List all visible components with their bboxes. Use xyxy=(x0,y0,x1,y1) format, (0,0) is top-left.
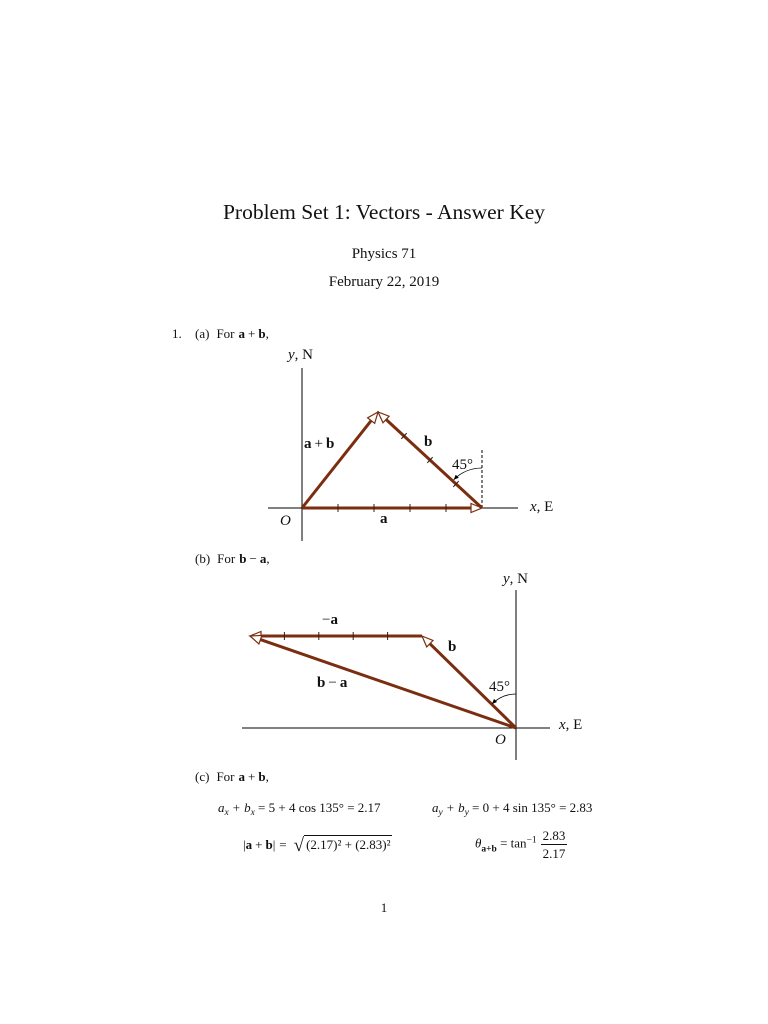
x-axis-unit: , E xyxy=(536,499,554,515)
magnitude-bar-right: | xyxy=(272,837,276,852)
fraction-numerator: 2.83 xyxy=(542,828,566,843)
part-a-tag: (a) xyxy=(195,326,210,341)
vector-b-label: b xyxy=(448,639,457,655)
vector-b-minus-a xyxy=(260,640,516,728)
part-c-tag: (c) xyxy=(195,769,210,784)
figure-vector-difference xyxy=(235,565,590,765)
difference-label-operator: − xyxy=(328,675,337,691)
eq-x-a-subscript: x xyxy=(224,808,229,818)
negative-sign: − xyxy=(322,612,331,628)
document-date: February 22, 2019 xyxy=(328,274,440,290)
square-root-radicand: (2.17)² + (2.83)² xyxy=(306,837,391,852)
direction-equals-tan: = tan xyxy=(500,835,527,851)
part-a-vector-1: a xyxy=(238,326,245,341)
y-axis-variable: y xyxy=(503,571,510,587)
vector-difference-label xyxy=(317,675,348,691)
eq-y-a: a xyxy=(432,800,439,815)
magnitude-operator: + xyxy=(255,837,263,852)
figure-vector-sum xyxy=(255,340,575,550)
x-component-equation xyxy=(218,799,381,817)
eq-x-b-subscript: x xyxy=(250,808,255,818)
x-axis-label xyxy=(558,717,582,733)
vector-b-minus-a-arrowhead xyxy=(250,635,262,644)
y-axis-label xyxy=(501,571,528,587)
vector-b-label: b xyxy=(424,434,433,450)
origin-label: O xyxy=(495,732,506,748)
magnitude-vector-1: a xyxy=(245,837,253,852)
theta-symbol: θ xyxy=(475,835,482,851)
x-axis-label xyxy=(529,499,553,515)
angle-label: 45° xyxy=(452,457,473,473)
angle-label: 45° xyxy=(489,679,510,695)
part-c-vector-2: b xyxy=(258,769,266,784)
difference-label-vector-2: a xyxy=(339,675,348,691)
page-number: 1 xyxy=(380,900,388,915)
part-c-heading xyxy=(195,769,269,785)
magnitude-bar-left: | xyxy=(243,837,246,852)
eq-x-b: b xyxy=(244,800,251,815)
eq-x-a: a xyxy=(218,800,225,815)
x-axis-variable: x xyxy=(530,499,537,515)
magnitude-vector-2: b xyxy=(265,837,273,852)
eq-y-a-subscript: y xyxy=(438,808,443,818)
fraction-denominator: 2.17 xyxy=(542,846,566,861)
vector-negative-a-label xyxy=(322,612,338,628)
vector-a-plus-b xyxy=(302,421,371,508)
y-component-equation xyxy=(432,799,592,817)
eq-x-rhs: = 5 + 4 cos 135° = 2.17 xyxy=(258,800,381,815)
y-axis-label xyxy=(286,347,313,363)
part-c-operator: + xyxy=(248,769,256,784)
part-b-vector-2: a xyxy=(259,551,267,566)
eq-y-rhs: = 0 + 4 sin 135° = 2.83 xyxy=(472,800,593,815)
inverse-superscript: −1 xyxy=(526,835,537,846)
part-b-intro: For xyxy=(217,551,236,566)
document-title: Problem Set 1: Vectors - Answer Key xyxy=(222,200,546,224)
part-b-vector-1: b xyxy=(239,551,247,566)
course-name: Physics 71 xyxy=(351,246,417,262)
problem-number: 1. xyxy=(172,326,182,341)
eq-y-operator: + xyxy=(446,800,455,815)
part-c-punctuation: , xyxy=(265,769,269,784)
part-a-vector-2: b xyxy=(258,326,266,341)
vector-sum-label xyxy=(304,436,334,452)
y-axis-unit: , N xyxy=(294,347,314,363)
x-axis-unit: , E xyxy=(565,717,583,733)
sum-label-vector-1: a xyxy=(304,436,312,452)
x-axis-variable: x xyxy=(559,717,566,733)
part-b-tag: (b) xyxy=(195,551,211,566)
sum-label-vector-2: b xyxy=(325,436,335,452)
theta-subscript: a+b xyxy=(481,844,497,855)
part-a-intro: For xyxy=(216,326,235,341)
eq-x-operator: + xyxy=(232,800,241,815)
origin-label: O xyxy=(280,513,291,529)
square-root-sign: √ xyxy=(293,835,305,856)
part-a-operator: + xyxy=(248,326,256,341)
direction-equation xyxy=(475,828,567,861)
magnitude-equals: = xyxy=(279,837,287,852)
difference-label-vector-1: b xyxy=(317,675,326,691)
part-a-punctuation: , xyxy=(265,326,269,341)
eq-y-b: b xyxy=(458,800,465,815)
negative-a-vector: a xyxy=(330,612,338,628)
eq-y-b-subscript: y xyxy=(464,808,469,818)
part-b-punctuation: , xyxy=(266,551,270,566)
sum-label-operator: + xyxy=(314,436,323,452)
part-c-intro: For xyxy=(216,769,235,784)
part-b-operator: − xyxy=(249,551,257,566)
angle-arc-arrowhead xyxy=(492,699,497,704)
magnitude-equation xyxy=(243,835,392,854)
vector-a-label: a xyxy=(380,511,388,527)
part-c-vector-1: a xyxy=(238,769,245,784)
y-axis-variable: y xyxy=(288,347,295,363)
direction-fraction xyxy=(541,828,568,861)
y-axis-unit: , N xyxy=(509,571,529,587)
